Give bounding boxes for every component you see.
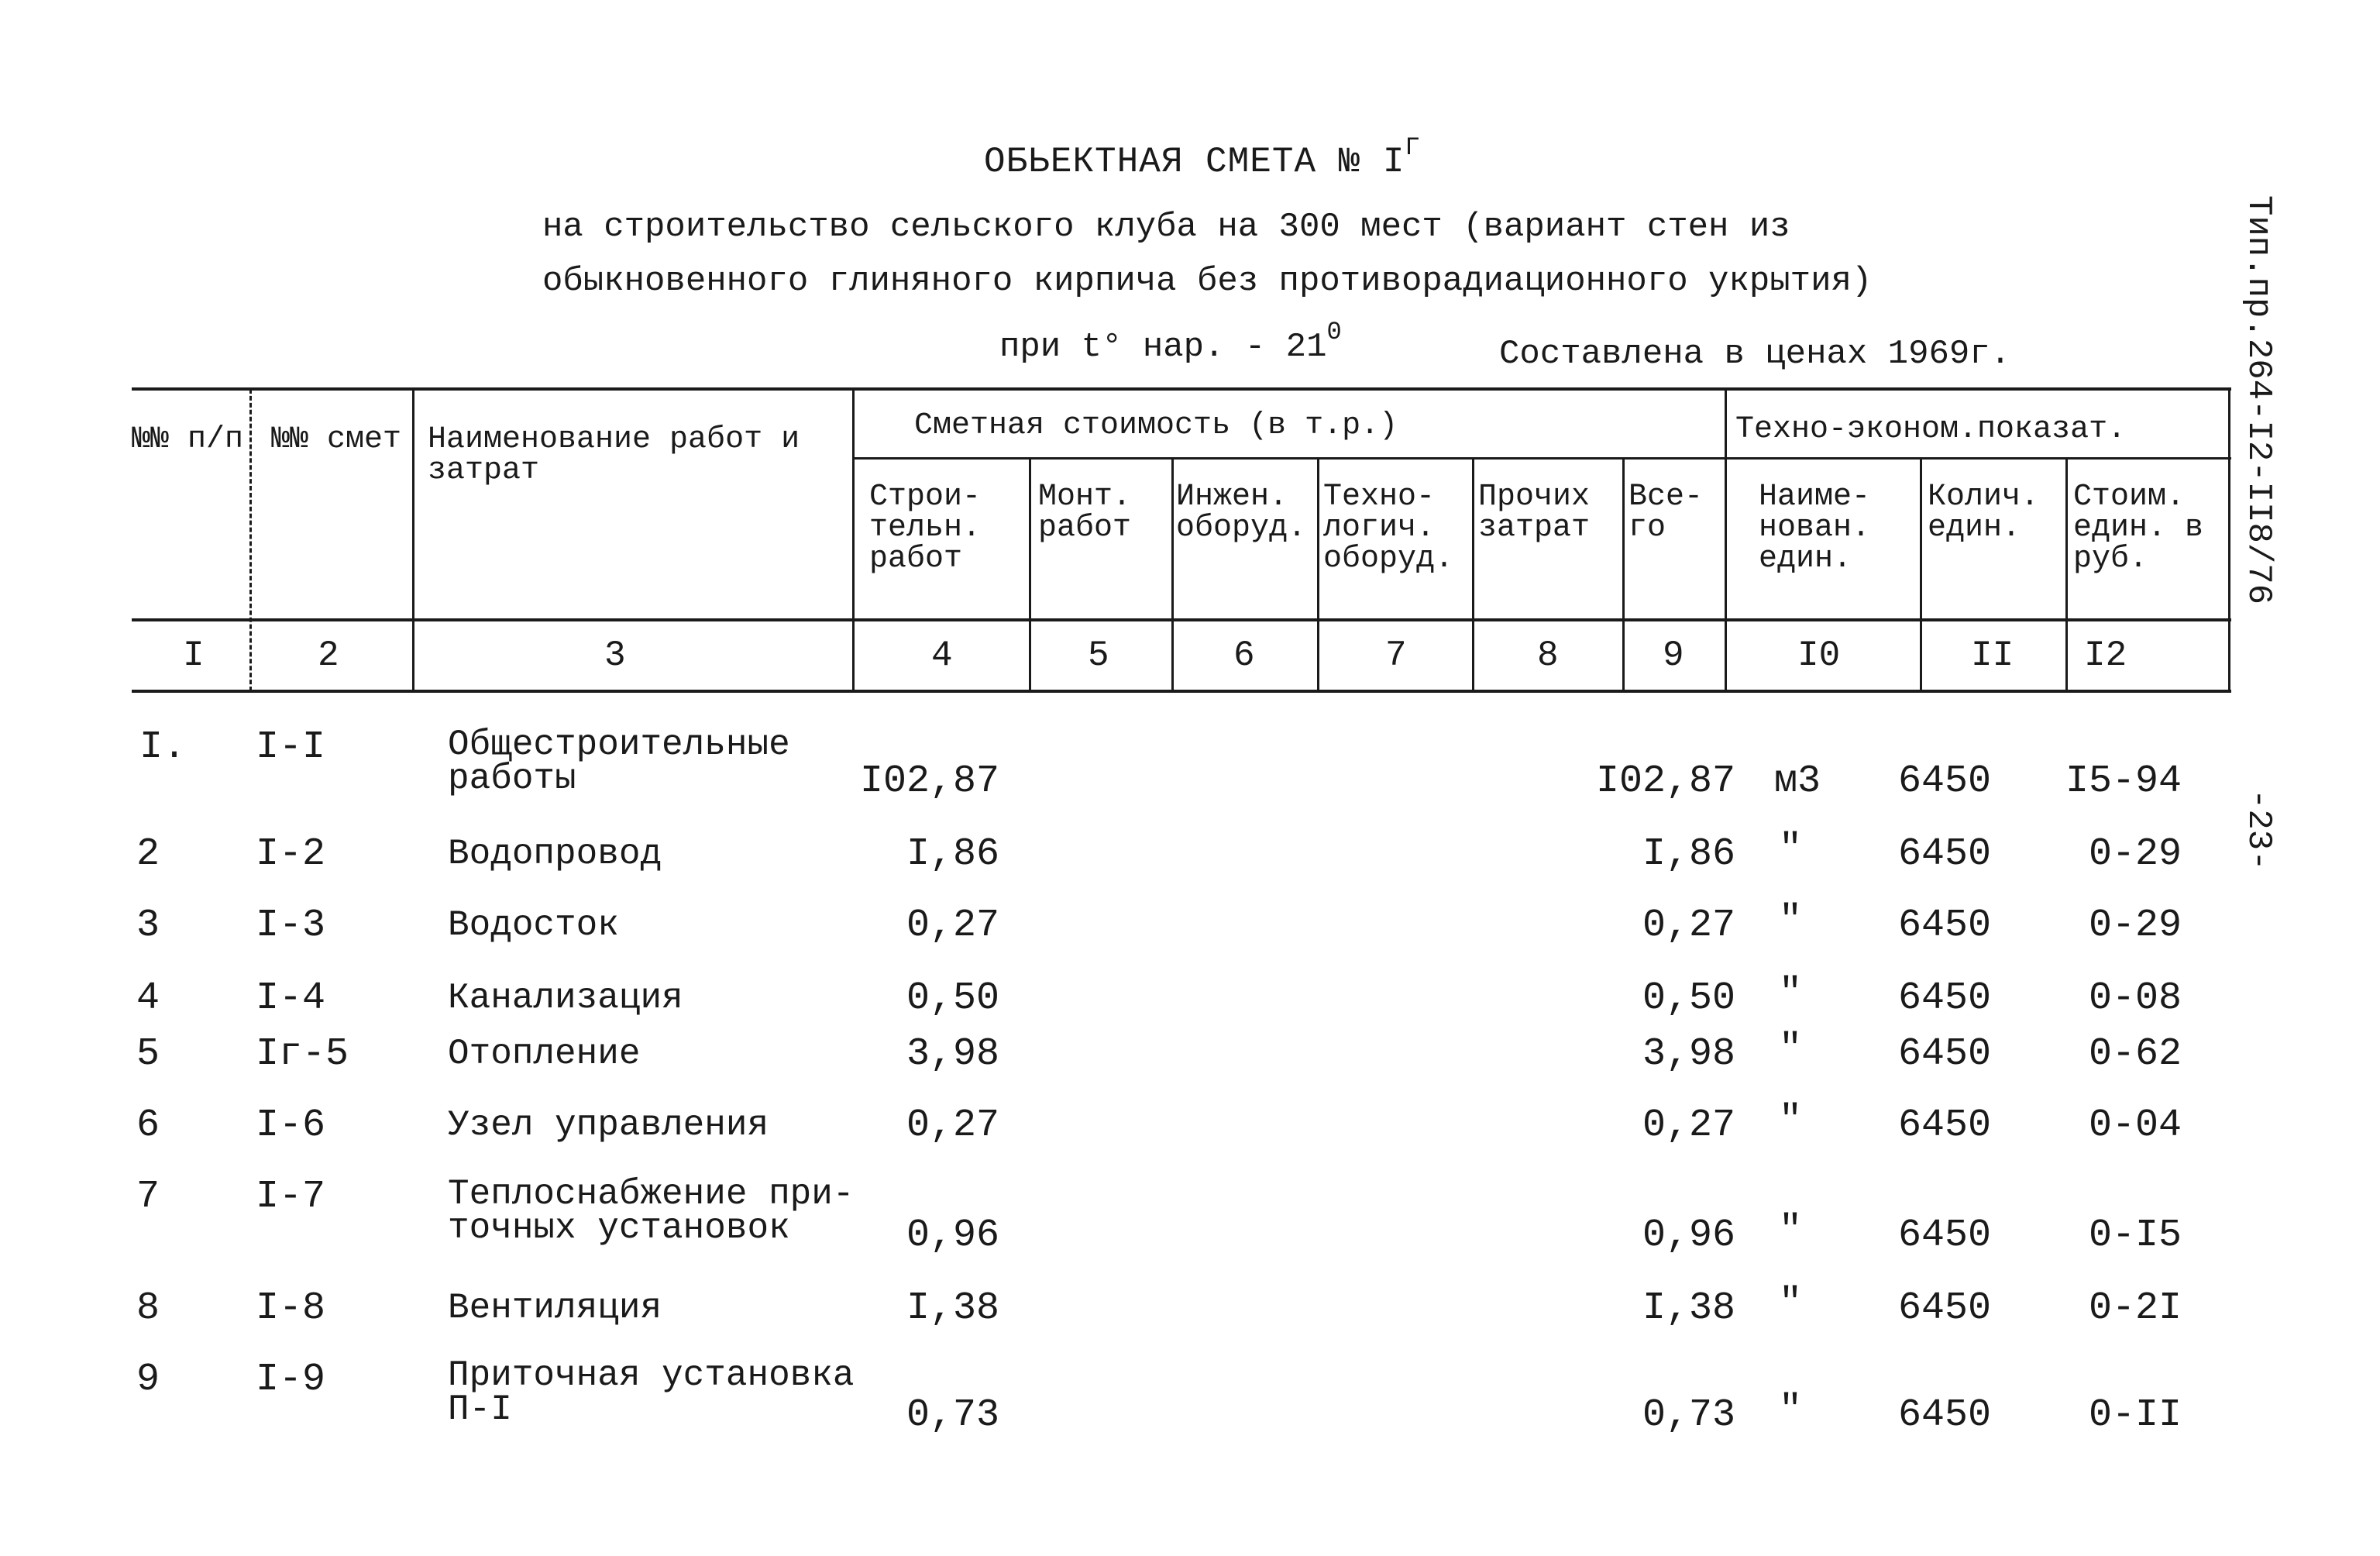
column-divider-2 (412, 389, 414, 691)
unit-cost: 0-II (2088, 1393, 2182, 1437)
work-name: Вентиляция (448, 1288, 662, 1328)
work-name: Общестроительные работы (448, 725, 790, 799)
unit-ditto-mark: " (1779, 972, 1803, 1016)
column-number-12: I2 (2084, 635, 2127, 676)
work-name: Узел управления (448, 1105, 769, 1145)
construction-cost: I,86 (906, 832, 999, 876)
cost-group-rule (854, 457, 1725, 460)
table-top-rule (132, 387, 2231, 391)
unit-ditto-mark: " (1779, 899, 1803, 943)
column-divider-7 (1472, 459, 1474, 691)
page-number: -23- (2239, 789, 2278, 871)
estimate-number: I-3 (256, 904, 326, 948)
work-name: Канализация (448, 978, 683, 1018)
header-row-number: №№ п/п (132, 422, 244, 457)
subtitle-line-3: при t° нар. - $21^0$ (999, 318, 1342, 367)
total-cost: 0,27 (1642, 1103, 1735, 1148)
row-number: 2 (136, 832, 160, 876)
header-technological-equipment: Техно- логич. оборуд. (1323, 480, 1454, 577)
work-name: Приточная установка П-I (448, 1355, 855, 1430)
row-number: 7 (136, 1175, 160, 1219)
unit-cost: 0-I5 (2088, 1213, 2182, 1258)
row-number: 4 (136, 976, 160, 1021)
total-cost: 0,96 (1642, 1213, 1735, 1258)
column-divider-6 (1317, 459, 1319, 691)
column-divider-4 (1029, 459, 1031, 691)
header-engineering-equipment: Инжен. оборуд. (1176, 480, 1307, 546)
construction-cost: 0,50 (906, 976, 999, 1021)
column-number-10: I0 (1797, 635, 1841, 676)
column-divider-11 (2065, 459, 2068, 691)
column-number-9: 9 (1663, 635, 1684, 676)
tech-group-rule (1725, 457, 2231, 460)
column-number-4: 4 (931, 635, 953, 676)
construction-cost: 0,73 (906, 1393, 999, 1437)
estimate-number: Iг-5 (256, 1032, 349, 1076)
row-number: 9 (136, 1358, 160, 1402)
header-work-name: Наименование работ и затрат (428, 422, 800, 488)
unit-ditto-mark: " (1779, 1389, 1803, 1433)
subtitle-line-2: обыкновенного глиняного кирпича без противорадиационного укрытия) (542, 262, 1873, 301)
unit-cost: 0-62 (2088, 1032, 2182, 1076)
total-cost: 0,50 (1642, 976, 1735, 1021)
header-other-costs: Прочих затрат (1478, 480, 1591, 546)
unit-quantity: 6450 (1898, 976, 1992, 1021)
column-number-2: 2 (318, 635, 339, 676)
unit-ditto-mark: " (1779, 1099, 1803, 1143)
total-cost: 3,98 (1642, 1032, 1735, 1076)
work-name: Водопровод (448, 834, 662, 874)
estimate-number: I-2 (256, 832, 326, 876)
unit-cost: 0-2I (2088, 1286, 2182, 1331)
column-divider-8 (1622, 459, 1625, 691)
construction-cost: 0,27 (906, 1103, 999, 1148)
column-divider-3 (852, 389, 855, 691)
unit-cost: 0-04 (2088, 1103, 2182, 1148)
unit-quantity: 6450 (1898, 1286, 1992, 1331)
estimate-number: I-9 (256, 1358, 326, 1402)
unit-cost: 0-29 (2088, 832, 2182, 876)
header-tech-group: Техно-эконом.показат. (1735, 412, 2127, 447)
title-superscript: Г (1405, 133, 1421, 162)
unit-quantity: 6450 (1898, 1103, 1992, 1148)
header-unit-cost: Стоим. един. в руб. (2073, 480, 2204, 577)
unit-quantity: 6450 (1898, 904, 1992, 948)
construction-cost: 0,27 (906, 904, 999, 948)
column-number-11: II (1971, 635, 2014, 676)
estimate-number: I-8 (256, 1286, 326, 1331)
unit-ditto-mark: " (1779, 1028, 1803, 1072)
column-number-1: I (183, 635, 205, 676)
header-unit-quantity: Колич. един. (1928, 480, 2040, 546)
prices-note: Составлена в ценах 1969г. (1499, 335, 2011, 374)
unit-ditto-mark: " (1779, 828, 1803, 872)
unit-name: м3 (1774, 759, 1821, 804)
total-cost: I,38 (1642, 1286, 1735, 1331)
construction-cost: 0,96 (906, 1213, 999, 1258)
total-cost: I,86 (1642, 832, 1735, 876)
estimate-number: I-4 (256, 976, 326, 1021)
document-title: ОБЬЕКТНАЯ СМЕТА № $I^Г$ (984, 133, 1421, 182)
row-number: 5 (136, 1032, 160, 1076)
numbers-bottom-rule (132, 690, 2231, 693)
unit-ditto-mark: " (1779, 1282, 1803, 1326)
header-total: Все- го (1629, 480, 1704, 546)
work-name: Водосток (448, 905, 619, 945)
total-cost: I02,87 (1595, 759, 1735, 804)
header-construction-works: Строи- тельн. работ (869, 480, 982, 577)
column-divider-9 (1725, 389, 1727, 691)
unit-cost: 0-29 (2088, 904, 2182, 948)
project-code-label: Тип.пр.264-I2-II8/76 (2239, 195, 2278, 605)
row-number: 3 (136, 904, 160, 948)
unit-quantity: 6450 (1898, 1213, 1992, 1258)
column-number-8: 8 (1537, 635, 1559, 676)
unit-cost: I5-94 (2065, 759, 2182, 804)
construction-cost: I02,87 (859, 759, 999, 804)
unit-quantity: 6450 (1898, 759, 1992, 804)
column-divider-1 (249, 389, 252, 691)
total-cost: 0,27 (1642, 904, 1735, 948)
work-name: Теплоснабжение при- точных установок (448, 1174, 855, 1248)
row-number: 8 (136, 1286, 160, 1331)
row-number: 6 (136, 1103, 160, 1148)
unit-cost: 0-08 (2088, 976, 2182, 1021)
header-estimate-number: №№ смет (271, 422, 402, 457)
subtitle-line-1: на строительство сельского клуба на 300 мест (вариант стен из (542, 208, 1790, 246)
table-right-rule (2228, 389, 2230, 691)
estimate-number: I-7 (256, 1175, 326, 1219)
column-number-7: 7 (1385, 635, 1407, 676)
header-cost-group: Сметная стоимость (в т.р.) (914, 408, 1398, 443)
column-number-5: 5 (1088, 635, 1109, 676)
header-bottom-rule (132, 618, 2231, 621)
estimate-number: I-6 (256, 1103, 326, 1148)
work-name: Отопление (448, 1034, 641, 1074)
temperature-symbol: t° (1081, 328, 1123, 367)
construction-cost: I,38 (906, 1286, 999, 1331)
unit-quantity: 6450 (1898, 832, 1992, 876)
row-number: I. (139, 725, 187, 769)
unit-quantity: 6450 (1898, 1393, 1992, 1437)
total-cost: 0,73 (1642, 1393, 1735, 1437)
column-number-3: 3 (604, 635, 626, 676)
header-installation-works: Монт. работ (1038, 480, 1132, 546)
unit-quantity: 6450 (1898, 1032, 1992, 1076)
header-unit-name: Наиме- нован. един. (1759, 480, 1871, 577)
estimate-number: I-I (256, 725, 326, 769)
unit-ditto-mark: " (1779, 1209, 1803, 1253)
construction-cost: 3,98 (906, 1032, 999, 1076)
column-number-6: 6 (1233, 635, 1255, 676)
column-divider-10 (1920, 459, 1922, 691)
column-divider-5 (1171, 459, 1174, 691)
